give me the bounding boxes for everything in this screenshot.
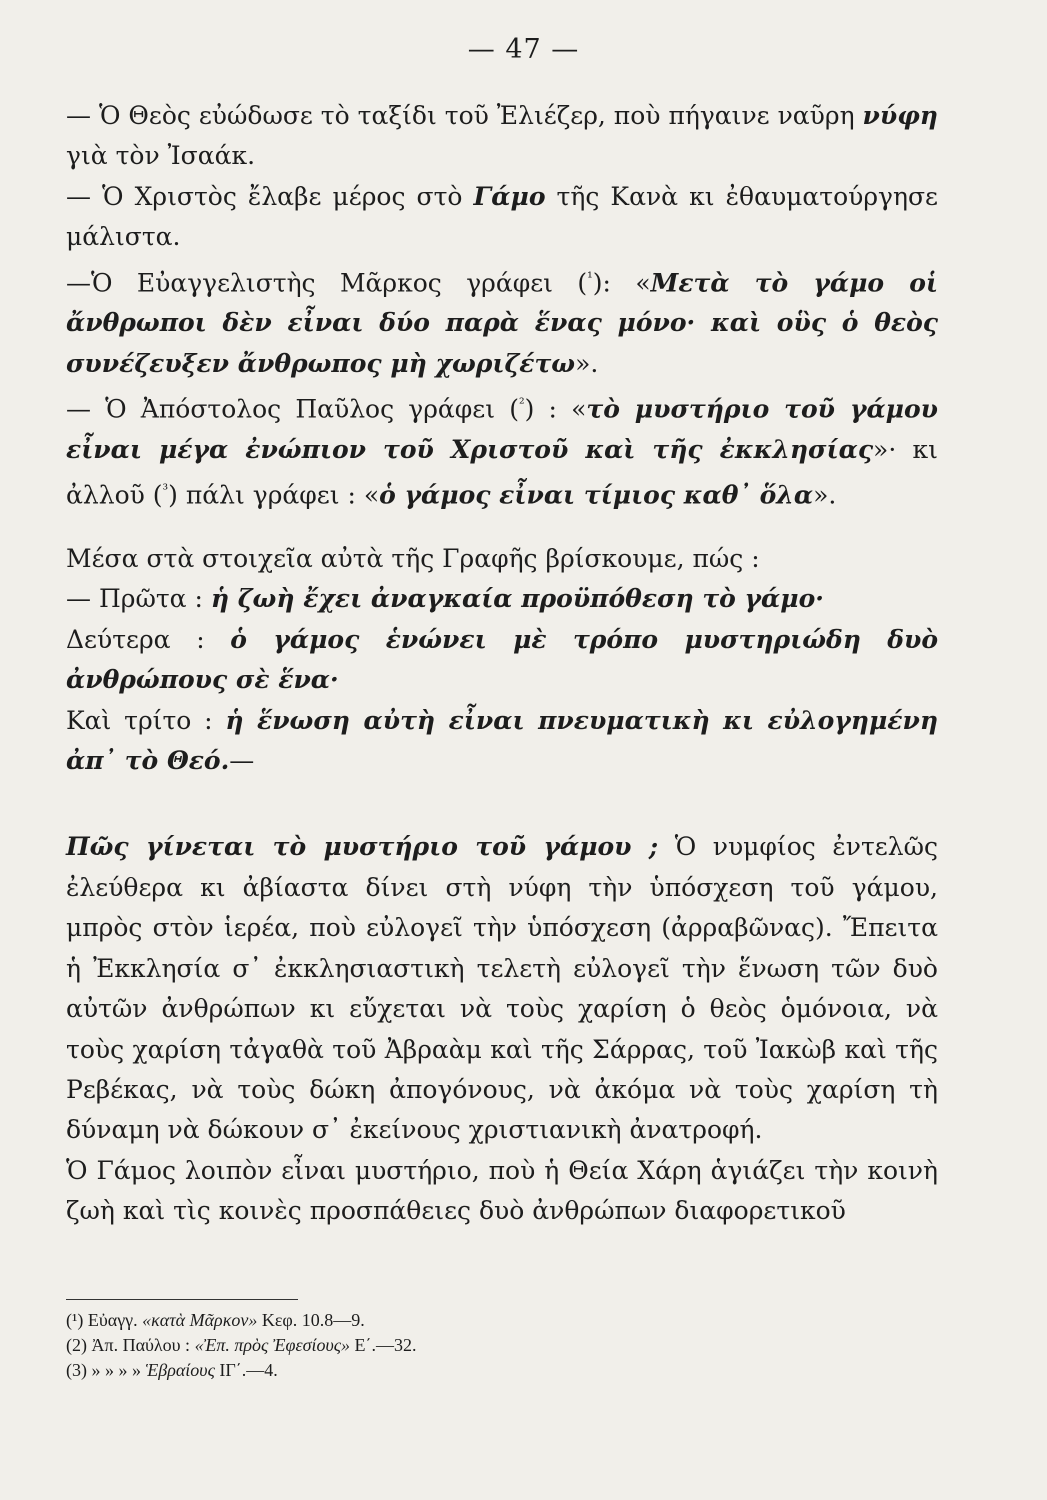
footnote bbox=[66, 1358, 766, 1383]
paragraph-paul-quote bbox=[66, 384, 938, 516]
paragraph-how-marriage bbox=[66, 827, 938, 1150]
footnote-text: ΙΓ΄.—4. bbox=[214, 1360, 278, 1380]
footnote bbox=[66, 1308, 766, 1333]
text-run: — Ὁ Ἀπόστολος Παῦλος γράφει ( bbox=[66, 394, 519, 424]
text-run: — Ὁ Χριστὸς ἔλαβε μέρος στὸ bbox=[66, 181, 474, 211]
text-run: — bbox=[229, 746, 255, 776]
emphasis-text: τὸ μυστήριο τοῦ γάμου εἶναι μέγα ἐνώπιον τοῦ Χριστοῦ καὶ τῆς ἐκκλησίας bbox=[66, 394, 939, 464]
paragraph-conclusion bbox=[66, 1151, 938, 1232]
text-run: Ὁ Γάμος λοιπὸν εἶναι μυστήριο, ποὺ ἡ Θεία Χάρη ἁγιάζει τὴν κοινὴ ζωὴ καὶ τὶς κοινὲς προσπάθειες δυὸ ἀνθρώπων διαφορετικοῦ bbox=[66, 1155, 938, 1226]
footnote-text: Κεφ. 10.8—9. bbox=[257, 1310, 365, 1330]
emphasis-text: ὁ γάμος ἑνώνει μὲ τρόπο μυστηριώδη δυὸ ἀνθρώπους σὲ ἕνα· bbox=[66, 624, 939, 695]
paragraph-second-point bbox=[66, 620, 938, 701]
footnote-text: (¹) Εὐαγγ. bbox=[66, 1310, 143, 1330]
emphasis-text: Πῶς γίνεται τὸ μυστήριο τοῦ γάμου ; bbox=[66, 832, 659, 862]
footnote-separator bbox=[66, 1299, 298, 1300]
page-number: — 47 — bbox=[467, 34, 580, 65]
footnote bbox=[66, 1333, 766, 1358]
paragraph-summary-intro bbox=[66, 539, 938, 579]
text-run: Μέσα στὰ στοιχεῖα αὐτὰ τῆς Γραφῆς βρίσκουμε, πώς : bbox=[66, 544, 760, 574]
text-run: ) πάλι γράφει : « bbox=[168, 480, 380, 510]
text-run: ) : « bbox=[524, 394, 587, 424]
emphasis-text: Γάμο bbox=[473, 181, 546, 211]
main-text bbox=[66, 96, 938, 1232]
text-run: Καὶ τρίτο : bbox=[66, 705, 226, 735]
paragraph-cana bbox=[66, 177, 938, 258]
text-run: —Ὁ Εὐαγγελιστὴς Μᾶρκος γράφει ( bbox=[66, 267, 588, 297]
text-run: τῆς Κανὰ κι ἐθαυματούργησε μάλιστα. bbox=[66, 181, 938, 252]
footnote-source: Ἑβραίους bbox=[145, 1360, 215, 1380]
text-run: — Πρῶτα : bbox=[66, 584, 211, 614]
emphasis-text: ὁ γάμος εἶναι τίμιος καθ᾿ ὅλα bbox=[379, 480, 814, 510]
text-run: Ὁ νυμφίος ἐντελῶς ἐλεύθερα κι ἀβίαστα δίνει στὴ νύφη τὴν ὑπόσχεση τοῦ γάμου, μπρὸς στὸν ἱερέα, ποὺ εὐλογεῖ τὴν ὑπόσχεση (ἀρραβῶνας). Ἔπειτα ἡ Ἐκκλησία σ᾿ ἐκκλησιαστικὴ τελετὴ εὐλογεῖ τὴν ἕνωση τῶν δυὸ αὐτῶν ἀνθρώπων κι εὔχεται νὰ τοὺς χαρίση ὁ θεὸς ὁμόνοια, νὰ τοὺς χαρίση τἀγαθὰ τοῦ Ἀβραὰμ καὶ τῆς Σάρρας, τοῦ Ἰακὼβ καὶ τῆς Ρεβέκας, νὰ τοὺς δώκη ἀπογόνους, νὰ ἀκόμα νὰ τοὺς χαρίση τὴ δύναμη νὰ δώκουν σ᾿ ἐκείνους χριστιανικὴ ἀνατροφή. bbox=[66, 832, 938, 1145]
footnote-ref: ² bbox=[518, 396, 525, 413]
emphasis-text: ἡ ζωὴ ἔχει ἀναγκαία προϋπόθεση τὸ γάμο· bbox=[210, 584, 824, 614]
emphasis-text: νύφη bbox=[862, 101, 938, 130]
footnote-ref: ³ bbox=[162, 482, 169, 499]
text-run: ): « bbox=[592, 267, 651, 297]
footnote-text: (3) » » » » bbox=[66, 1360, 146, 1380]
text-run: ». bbox=[575, 348, 599, 378]
text-run: γιὰ τὸν Ἰσαάκ. bbox=[66, 141, 256, 171]
paragraph-third-point bbox=[66, 701, 938, 782]
text-run: — Ὁ Θεὸς εὐώδωσε τὸ ταξίδι τοῦ Ἐλιέζερ, ποὺ πήγαινε ναῦρη bbox=[66, 101, 863, 130]
paragraph-first-point bbox=[66, 579, 938, 619]
footnote-text: Ε΄.—32. bbox=[350, 1335, 417, 1355]
footnotes bbox=[66, 1308, 766, 1383]
text-run: Δεύτερα : bbox=[66, 624, 231, 654]
footnote-source: «Ἐπ. πρὸς Ἐφεσίους» bbox=[194, 1335, 351, 1355]
footnote-text: (2) Ἀπ. Παύλου : bbox=[66, 1335, 195, 1355]
paragraph-eliezer bbox=[66, 96, 938, 177]
emphasis-text: ἡ ἕνωση αὐτὴ εἶναι πνευματικὴ κι εὐλογημένη ἀπ᾿ τὸ Θεό. bbox=[66, 705, 938, 776]
text-run: ». bbox=[813, 480, 837, 510]
paragraph-mark-quote bbox=[66, 258, 938, 385]
footnote-source: «κατὰ Μᾶρκον» bbox=[142, 1310, 258, 1330]
text-run: »· κι ἀλλοῦ ( bbox=[66, 434, 938, 510]
emphasis-text: Μετὰ τὸ γάμο οἱ ἄνθρωποι δὲν εἶναι δύο παρὰ ἕνας μόνο· καὶ οὓς ὁ θεὸς συνέζευξεν ἄνθρωπος μὴ χωριζέτω bbox=[66, 267, 939, 378]
footnote-ref: ¹ bbox=[587, 269, 593, 286]
